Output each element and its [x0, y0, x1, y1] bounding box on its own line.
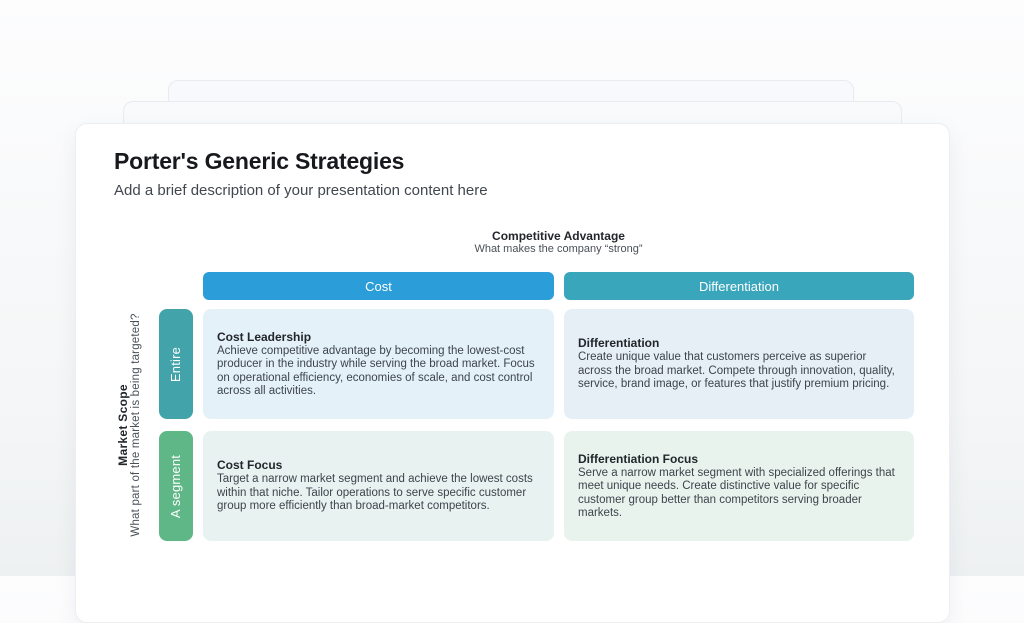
- quadrant-title: Differentiation: [578, 336, 660, 351]
- competitive-advantage-axis: [203, 230, 914, 256]
- competitive-advantage-subtitle: What makes the company “strong”: [474, 243, 643, 255]
- slide-subtitle: Add a brief description of your presentation content here: [114, 182, 488, 199]
- quadrant-cost-focus[interactable]: [203, 431, 554, 541]
- column-header-cost[interactable]: Cost: [203, 272, 554, 300]
- market-scope-axis-rotated-text: [117, 313, 143, 536]
- quadrant-description: Target a narrow market segment and achieve the lowest costs within that niche. Tailor operations to serve specific customer group more efficiently than broad-market competitors.: [217, 473, 533, 513]
- quadrant-description: Serve a narrow market segment with specialized offerings that meet unique needs. Create distinctive value for specific customer group better than competitors serving broader markets.: [578, 466, 895, 519]
- quadrant-title: Differentiation Focus: [578, 451, 699, 466]
- quadrant-cost-leadership[interactable]: [203, 309, 554, 419]
- row-label-entire[interactable]: [159, 309, 193, 419]
- quadrant-differentiation[interactable]: [564, 309, 914, 419]
- slide-card: [75, 123, 950, 623]
- slide-title: Porter's Generic Strategies: [114, 148, 405, 174]
- market-scope-subtitle: What part of the market is being targeted?: [130, 313, 142, 537]
- competitive-advantage-title: Competitive Advantage: [492, 229, 625, 243]
- row-label-entire-text: Entire: [168, 346, 184, 382]
- quadrant-description: Achieve competitive advantage by becoming the lowest-cost producer in the industry while serving the broad market. Focus on operational efficiency, economies of scale, and cost control across all activities.: [217, 344, 535, 397]
- column-header-differentiation[interactable]: Differentiation: [564, 272, 914, 300]
- quadrant-title: Cost Leadership: [217, 329, 312, 344]
- market-scope-title: Market Scope: [116, 384, 130, 466]
- row-label-a-segment-text: A segment: [168, 454, 184, 518]
- market-scope-axis: [116, 309, 144, 541]
- quadrant-title: Cost Focus: [217, 458, 283, 473]
- quadrant-differentiation-focus[interactable]: [564, 431, 914, 541]
- row-label-a-segment[interactable]: [159, 431, 193, 541]
- quadrant-description: Create unique value that customers perceive as superior across the broad market. Compete through innovation, quality, service, brand image, or features that justify premium pricing.: [578, 351, 895, 391]
